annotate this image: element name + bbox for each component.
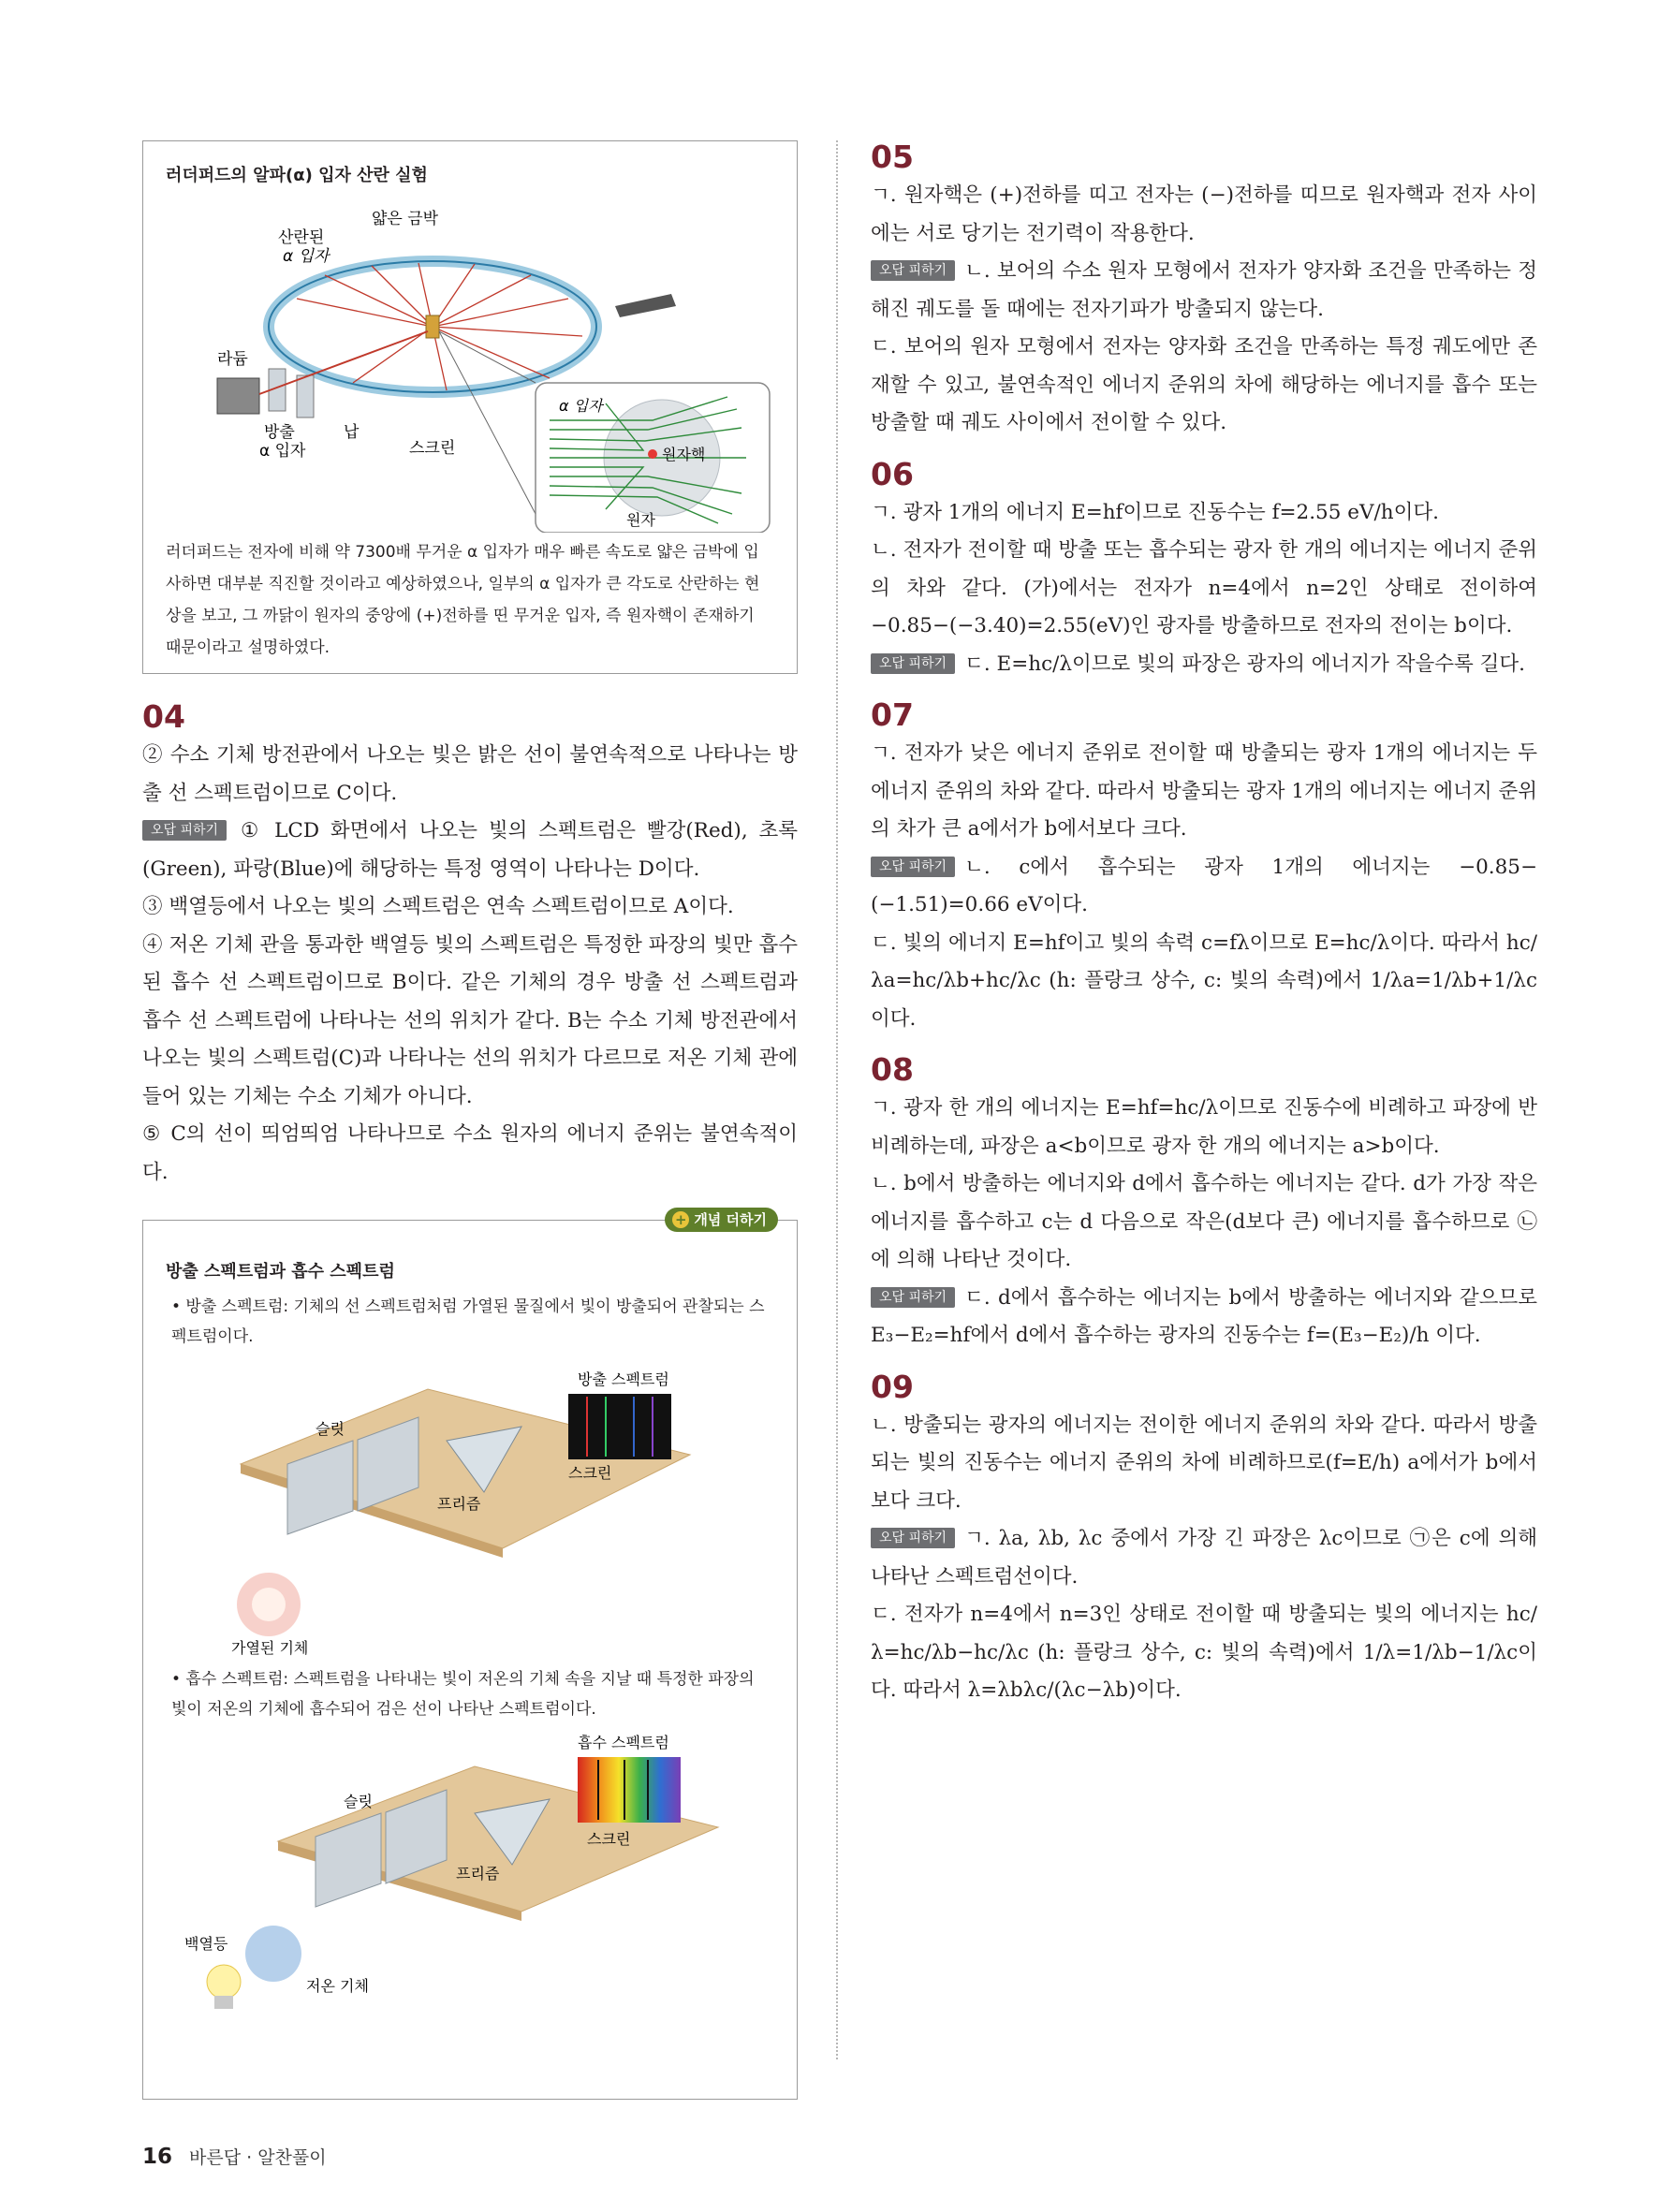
q04-p4: ④ 저온 기체 관을 통과한 백열등 빛의 스펙트럼은 특정한 파장의 빛만 흡수된 흡수 선 스펙트럼이므로 B이다. 같은 기체의 경우 방출 선 스펙트럼과 흡수 선 스펙트럼에 나타나는 선의 위치가 같다. B는 수소 기체 방전관에서 나오는 빛의 스펙트럼(C)과 나타나는 선의 위치가 다르므로 저온 기체 관에 들어 있는 기체는 수소 기체가 아니다. [142,932,798,1108]
q04-p2-text: ① LCD 화면에서 나오는 빛의 스펙트럼은 빨강(Red), 초록(Green), 파랑(Blue)에 해당하는 특정 영역이 나타나는 D이다. [142,819,798,881]
absorption-figure [166,1724,774,2014]
q09 [871,1369,1537,1710]
q05-p2-text: ㄴ. 보어의 수소 원자 모형에서 전자가 양자화 조건을 만족하는 정해진 궤도를 돌 때에는 전자기파가 방출되지 않는다. [871,259,1537,321]
q06-p3-text: ㄷ. E=hc/λ이므로 빛의 파장은 광자의 에너지가 작을수록 길다. [964,652,1525,676]
rutherford-text: 러더퍼드는 전자에 비해 약 7300배 무거운 α 입자가 매우 빠른 속도로 얇은 금박에 입사하면 대부분 직진할 것이라고 예상하였으나, 일부의 α 입자가 큰 각도로 산란하는 현상을 보고, 그 까닭이 원자의 중앙에 (+)전하를 띤 무거운 입자, 즉 원자핵이 존재하기 때문이라고 설명하였다. [166,543,760,657]
q05-p3: ㄷ. 보어의 원자 모형에서 전자는 양자화 조건을 만족하는 특정 궤도에만 존재할 수 있고, 불연속적인 에너지 준위의 차에 해당하는 에너지를 흡수 또는 방출할 때 궤도 사이에서 전이할 수 있다. [871,335,1537,434]
fig1-prism-label: 프리즘 [437,1495,481,1513]
q05-p2 [871,253,1537,329]
label-lead: 납 [344,423,360,442]
q05-p1: ㄱ. 원자핵은 (+)전하를 띠고 전자는 (−)전하를 띠므로 원자핵과 전자 사이에는 서로 당기는 전기력이 작용한다. [871,183,1537,245]
spectrum-box [142,1211,798,2100]
concept-badge-label: 개념 더하기 [694,1211,767,1228]
emission-desc: • 방출 스펙트럼: 기체의 선 스펙트럼처럼 가열된 물질에서 빛이 방출되어 관찰되는 스펙트럼이다. [171,1297,765,1346]
spectrum-title: 방출 스펙트럼과 흡수 스펙트럼 [166,1262,395,1282]
q08-p1: ㄱ. 광자 한 개의 에너지는 E=hf=hc/λ이므로 진동수에 비례하고 파장에 반비례하는데, 파장은 a<b이므로 광자 한 개의 에너지는 a>b이다. [871,1096,1537,1158]
q09-p2-text: ㄱ. λa, λb, λc 중에서 가장 긴 파장은 λc이므로 ㉠은 c에 의해 나타난 스펙트럼선이다. [871,1527,1537,1589]
label-gold-foil: 얇은 금박 [372,210,439,228]
lamp-base [214,1996,233,2009]
q09-p1: ㄴ. 방출되는 광자의 에너지는 전이한 에너지 준위의 차와 같다. 따라서 방출되는 빛의 진동수는 에너지 준위의 차에 비례하므로(f=E/h) a에서가 b에서보다 크다. [871,1413,1537,1513]
q04 [142,698,798,1192]
emission-spectrum-screen [568,1394,671,1459]
plus-icon: + [672,1211,689,1228]
label-alpha-in: α 입자 [559,397,603,415]
label-screen: 스크린 [409,439,456,458]
q07-p3: ㄷ. 빛의 에너지 E=hf이고 빛의 속력 c=fλ이므로 E=hc/λ이다. 따라서 hc/λa=hc/λb+hc/λc (h: 플랑크 상수, c: 빛의 속력)에서 1/λa=1/λb+1/λc이다. [871,930,1537,1031]
label-emitted2: α 입자 [259,442,306,461]
fig2-lamp-label: 백열등 [184,1935,228,1953]
rutherford-figure [166,196,774,533]
heated-gas-core [252,1588,286,1621]
q05-number: 05 [871,139,914,175]
q09-p2 [871,1520,1537,1596]
q06-p3 [871,646,1537,684]
label-atom: 원자 [626,511,655,529]
q08-p3 [871,1280,1537,1355]
q07-number: 07 [871,696,914,733]
q04-number: 04 [142,698,185,735]
footer-label: 바른답 · 알찬풀이 [189,2147,327,2168]
label-nucleus: 원자핵 [662,446,706,463]
q08-tag: 오답 피하기 [871,1287,955,1308]
cold-gas [245,1926,301,1982]
absorption-desc: • 흡수 스펙트럼: 스펙트럼을 나타내는 빛이 저온의 기체 속을 지날 때 특정한 파장의 빛이 저온의 기체에 흡수되어 검은 선이 나타난 스펙트럼이다. [171,1670,755,1719]
inset-pointer-2 [439,331,536,514]
q06 [871,456,1537,684]
q06-tag: 오답 피하기 [871,653,955,674]
right-column [871,139,1537,1710]
q04-p1: ② 수소 기체 방전관에서 나오는 빛은 밝은 선이 불연속적으로 나타나는 방출 선 스펙트럼이므로 C이다. [142,743,798,805]
q07-p1: ㄱ. 전자가 낮은 에너지 준위로 전이할 때 방출되는 광자 1개의 에너지는 두 에너지 준위의 차와 같다. 따라서 방출되는 광자 1개의 에너지는 에너지 준위의 차가 큰 a에서가 b에서보다 크다. [871,741,1537,841]
q08 [871,1051,1537,1355]
q09-tag: 오답 피하기 [871,1528,955,1548]
fig1-gas-label: 가열된 기체 [231,1639,309,1657]
rutherford-box [142,140,798,674]
page-number: 16 [142,2145,173,2169]
fig2-prism-label: 프리즘 [456,1865,500,1882]
q04-p5: ⑤ C의 선이 띄엄띄엄 나타나므로 수소 원자의 에너지 준위는 불연속적이다. [142,1122,798,1184]
concept-badge [665,1208,778,1232]
q06-number: 06 [871,455,914,492]
q06-p1: ㄱ. 광자 1개의 에너지 E=hf이므로 진동수는 f=2.55 eV/h이다. [871,500,1439,524]
fig2-gas-label: 저온 기체 [306,1977,369,1995]
q04-p3: ③ 백열등에서 나오는 빛의 스펙트럼은 연속 스펙트럼이므로 A이다. [142,895,734,918]
radium-block [217,378,259,414]
page-footer [142,2144,327,2169]
q04-tag: 오답 피하기 [142,820,227,841]
light-source-tube [615,294,676,317]
column-divider [836,140,838,2059]
label-radium: 라듐 [217,350,248,369]
q07 [871,696,1537,1038]
label-scattered2: α 입자 [283,247,330,266]
q05 [871,139,1537,443]
fig2-slit-label: 슬릿 [344,1793,373,1810]
lead-plate-2 [297,375,314,417]
q09-p3: ㄷ. 전자가 n=4에서 n=3인 상태로 전이할 때 방출되는 빛의 에너지는 hc/λ=hc/λb−hc/λc (h: 플랑크 상수, c: 빛의 속력)에서 1/λ=1/λb−1/λc이다. 따라서 λ=λbλc/(λc−λb)이다. [871,1603,1537,1702]
gold-foil [426,315,439,338]
fig2-spectrum-label: 흡수 스펙트럼 [578,1734,669,1751]
left-column [142,140,798,2100]
q09-number: 09 [871,1368,914,1405]
emission-figure [166,1352,774,1661]
absorption-spectrum-screen [578,1757,681,1823]
q07-p2-text: ㄴ. c에서 흡수되는 광자 1개의 에너지는 −0.85−(−1.51)=0.66 eV이다. [871,855,1537,916]
q08-p2: ㄴ. b에서 방출하는 에너지와 d에서 흡수하는 에너지는 같다. d가 가장 작은 에너지를 흡수하고 c는 d 다음으로 작은(d보다 큰) 에너지를 흡수하므로 ㉡에 의해 나타난 것이다. [871,1172,1537,1271]
q07-tag: 오답 피하기 [871,857,955,877]
fig1-slit-label: 슬릿 [316,1420,345,1438]
incandescent-lamp [207,1965,241,1999]
q07-p2 [871,849,1537,925]
q08-number: 08 [871,1051,914,1088]
q04-p2 [142,813,798,888]
nucleus-dot [648,449,657,459]
q06-p2: ㄴ. 전자가 전이할 때 방출 또는 흡수되는 광자 한 개의 에너지는 에너지 준위의 차와 같다. (가)에서는 전자가 n=4에서 n=2인 상태로 전이하여 −0.85−(−3.40)=2.55(eV)인 광자를 방출하므로 전자의 전이는 b이다. [871,538,1537,637]
q08-p3-text: ㄷ. d에서 흡수하는 에너지는 b에서 방출하는 에너지와 같으므로 E₃−E₂=hf에서 d에서 흡수하는 광자의 진동수는 f=(E₃−E₂)/h 이다. [871,1285,1537,1347]
fig1-spectrum-label: 방출 스펙트럼 [578,1370,669,1388]
rutherford-title: 러더퍼드의 알파(α) 입자 산란 실험 [166,166,428,185]
label-emitted: 방출 [264,423,295,442]
inset-pointer [439,331,536,383]
q05-tag: 오답 피하기 [871,260,955,281]
fig1-screen-label: 스크린 [568,1464,612,1482]
label-scattered: 산란된 [278,228,325,247]
fig2-screen-label: 스크린 [587,1830,631,1848]
